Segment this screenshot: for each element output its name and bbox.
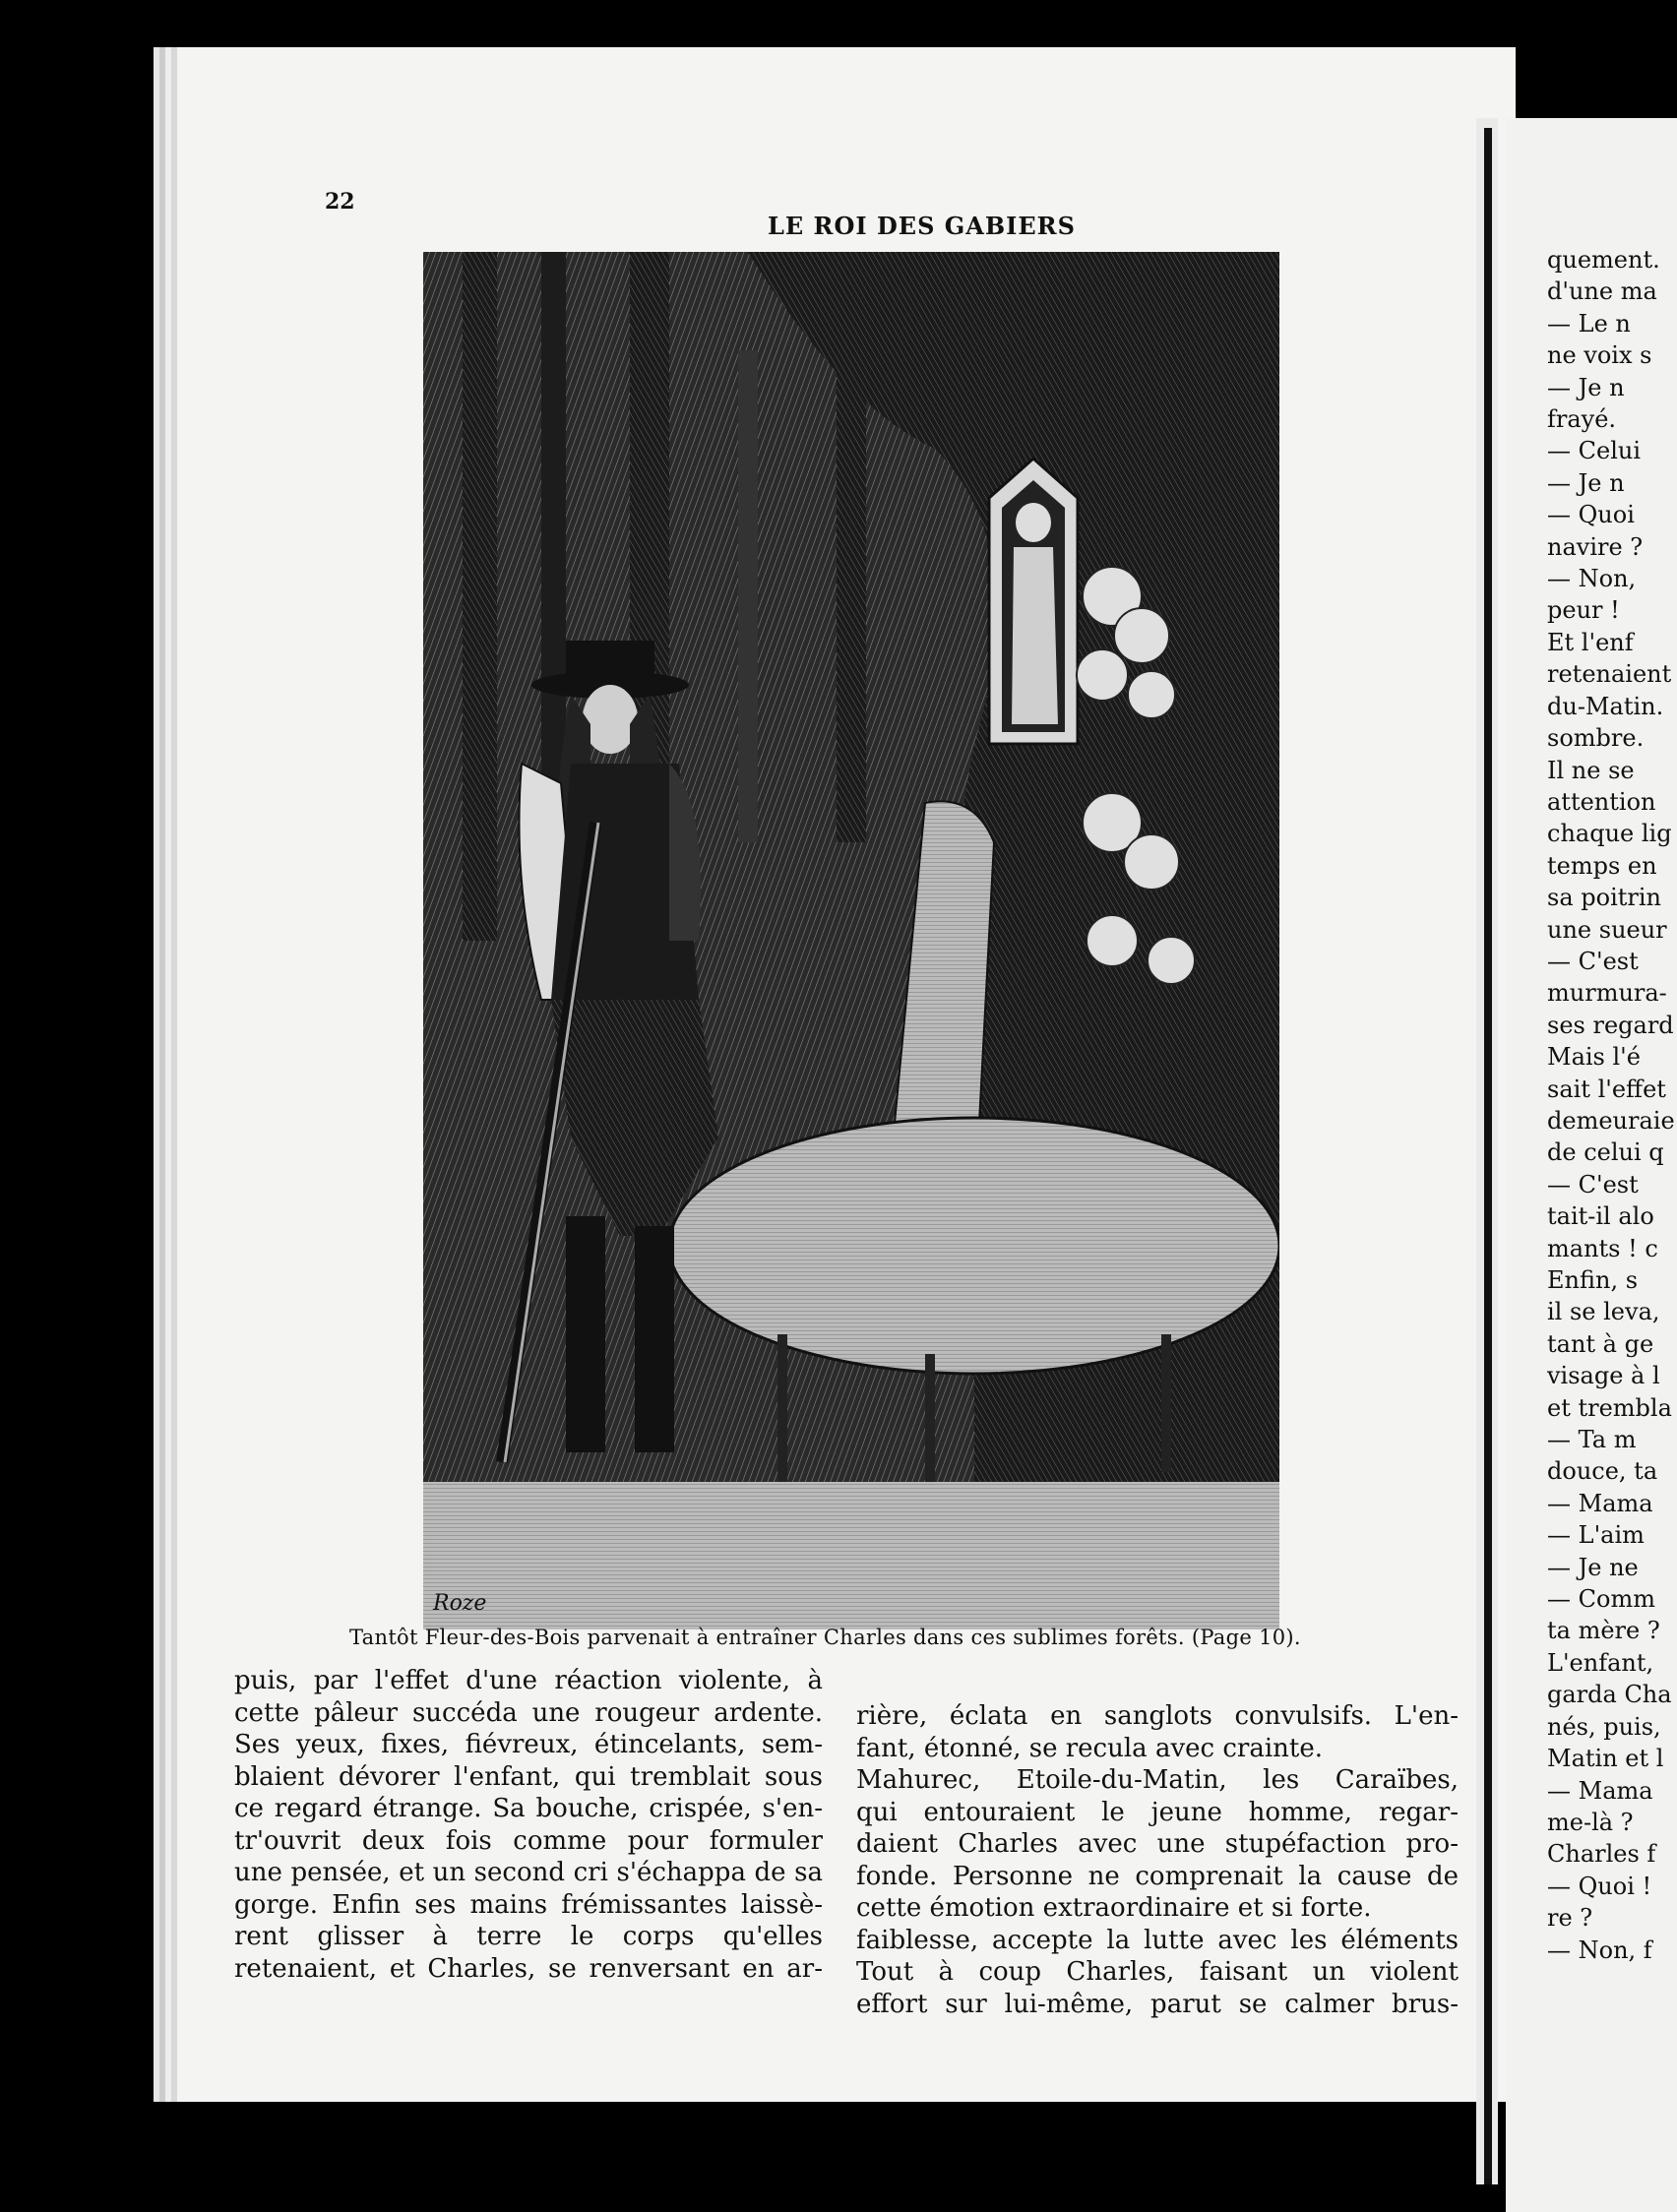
right-page-line: murmura- [1547, 979, 1667, 1008]
right-page-line: chaque lig [1547, 820, 1672, 848]
right-page-line: retenaient [1547, 660, 1672, 689]
right-page-line: re ? [1547, 1904, 1593, 1933]
right-page-line: peur ! [1547, 596, 1620, 625]
right-page-line: sa poitrin [1547, 884, 1661, 912]
right-page-line: — C'est [1547, 1170, 1639, 1198]
text-line: gorge. Enfin ses mains frémissantes laissè- [234, 1889, 823, 1920]
text-line: cette pâleur succéda une rougeur ardente. [234, 1697, 823, 1728]
page-number: 22 [325, 189, 355, 215]
right-page-line: Et l'enf [1547, 628, 1634, 656]
text-line: daient Charles avec une stupéfaction pro- [856, 1829, 1459, 1859]
right-page-line: garda Cha [1547, 1681, 1672, 1709]
engraving-illustration-icon [423, 252, 1279, 1629]
right-page-line: demeuraie [1547, 1106, 1675, 1135]
right-page-line: ses regard [1547, 1011, 1674, 1039]
right-page-line: ne voix s [1547, 341, 1652, 370]
right-page-line: — L'aim [1547, 1521, 1645, 1550]
right-page-line: visage à l [1547, 1362, 1660, 1390]
right-page-line: tait-il alo [1547, 1202, 1654, 1231]
text-line: Mahurec, Etoile-du-Matin, les Caraïbes, [856, 1765, 1459, 1795]
right-page-line: — Non, [1547, 565, 1637, 593]
text-column-right [856, 1700, 1459, 2020]
right-page-line: — Je n [1547, 373, 1625, 401]
text-column-left [234, 1665, 823, 1985]
text-line: tr'ouvrit deux fois comme pour formuler [234, 1825, 823, 1856]
right-page-line: sait l'effet [1547, 1075, 1666, 1103]
illustration-signature: Roze [433, 1591, 487, 1616]
text-line: rent glisser à terre le corps qu'elles [234, 1922, 823, 1951]
right-page-line: et trembla [1547, 1393, 1672, 1422]
right-page-line: — Celui [1547, 437, 1642, 465]
right-page-line: frayé. [1547, 405, 1617, 434]
text-line: blaient dévorer l'enfant, qui tremblait sous [234, 1761, 823, 1792]
right-page-line: Il ne se [1547, 756, 1635, 784]
right-page-line: — Comm [1547, 1585, 1655, 1614]
text-line: rière, éclata en sanglots convulsifs. L'en- [856, 1701, 1459, 1731]
right-page-line: — Mama [1547, 1489, 1653, 1517]
illustration-caption: Tantôt Fleur-des-Bois parvenait à entraîner Charles dans ces sublimes forêts. (Page 10). [349, 1626, 1301, 1649]
right-page-line: — Je n [1547, 468, 1625, 497]
right-page-line: nés, puis, [1547, 1712, 1661, 1741]
engraving-illustration [423, 252, 1279, 1629]
text-line: fonde. Personne ne comprenait la cause de [856, 1861, 1459, 1891]
right-page-line: Charles f [1547, 1840, 1656, 1869]
right-page-line: quement. [1547, 246, 1660, 274]
text-line: une pensée, et un second cri s'échappa de sa [234, 1858, 823, 1887]
right-page-line: mants ! c [1547, 1234, 1658, 1262]
text-line: puis, par l'effet d'une réaction violente, à [234, 1666, 823, 1695]
right-page-line: — Quoi [1547, 501, 1635, 529]
right-page-line: tant à ge [1547, 1329, 1654, 1358]
text-line: Ses yeux, fixes, fiévreux, étincelants, sem- [234, 1730, 823, 1759]
text-line: fant, étonné, se recula avec crainte. [856, 1733, 1323, 1763]
right-page-line: attention [1547, 787, 1656, 816]
text-line: qui entouraient le jeune homme, regar- [856, 1797, 1459, 1827]
right-page-line: navire ? [1547, 532, 1644, 561]
right-page-line: Mais l'é [1547, 1043, 1641, 1072]
text-line: retenaient, et Charles, se renversant en ar- [234, 1953, 823, 1984]
right-page-line: de celui q [1547, 1138, 1664, 1167]
right-page-line: il se leva, [1547, 1298, 1660, 1326]
right-page-text [1547, 244, 1677, 1966]
right-page-line: — Mama [1547, 1776, 1653, 1805]
right-page-line: — Quoi ! [1547, 1872, 1652, 1900]
right-page-line: — Ta m [1547, 1426, 1637, 1454]
right-page-line: du-Matin. [1547, 692, 1664, 720]
text-line: Tout à coup Charles, faisant un violent [856, 1957, 1459, 1987]
right-page-line: ta mère ? [1547, 1617, 1660, 1645]
right-page-line: Enfin, s [1547, 1266, 1639, 1294]
gutter-rule [1484, 128, 1492, 2184]
right-page-line: temps en [1547, 851, 1657, 880]
right-page-line: douce, ta [1547, 1457, 1658, 1486]
right-page-line: sombre. [1547, 724, 1645, 753]
right-page-line: Matin et l [1547, 1745, 1664, 1773]
right-page-line: — C'est [1547, 947, 1639, 975]
text-line: cette émotion extraordinaire et si forte. [856, 1893, 1372, 1923]
running-head: LE ROI DES GABIERS [768, 212, 1076, 240]
text-line: faiblesse, accepte la lutte avec les éléments [856, 1925, 1459, 1955]
right-page-line: une sueur [1547, 915, 1667, 944]
text-line: ce regard étrange. Sa bouche, crispée, s'en- [234, 1794, 823, 1823]
right-page-line: — Le n [1547, 309, 1631, 338]
right-page-line: d'une ma [1547, 277, 1657, 306]
right-page-line: — Non, f [1547, 1936, 1652, 1964]
right-page-line: L'enfant, [1547, 1648, 1654, 1677]
text-line: effort sur lui-même, parut se calmer brus- [856, 1989, 1459, 2019]
right-page-line: me-là ? [1547, 1808, 1634, 1836]
right-page-line: — Je ne [1547, 1553, 1639, 1581]
